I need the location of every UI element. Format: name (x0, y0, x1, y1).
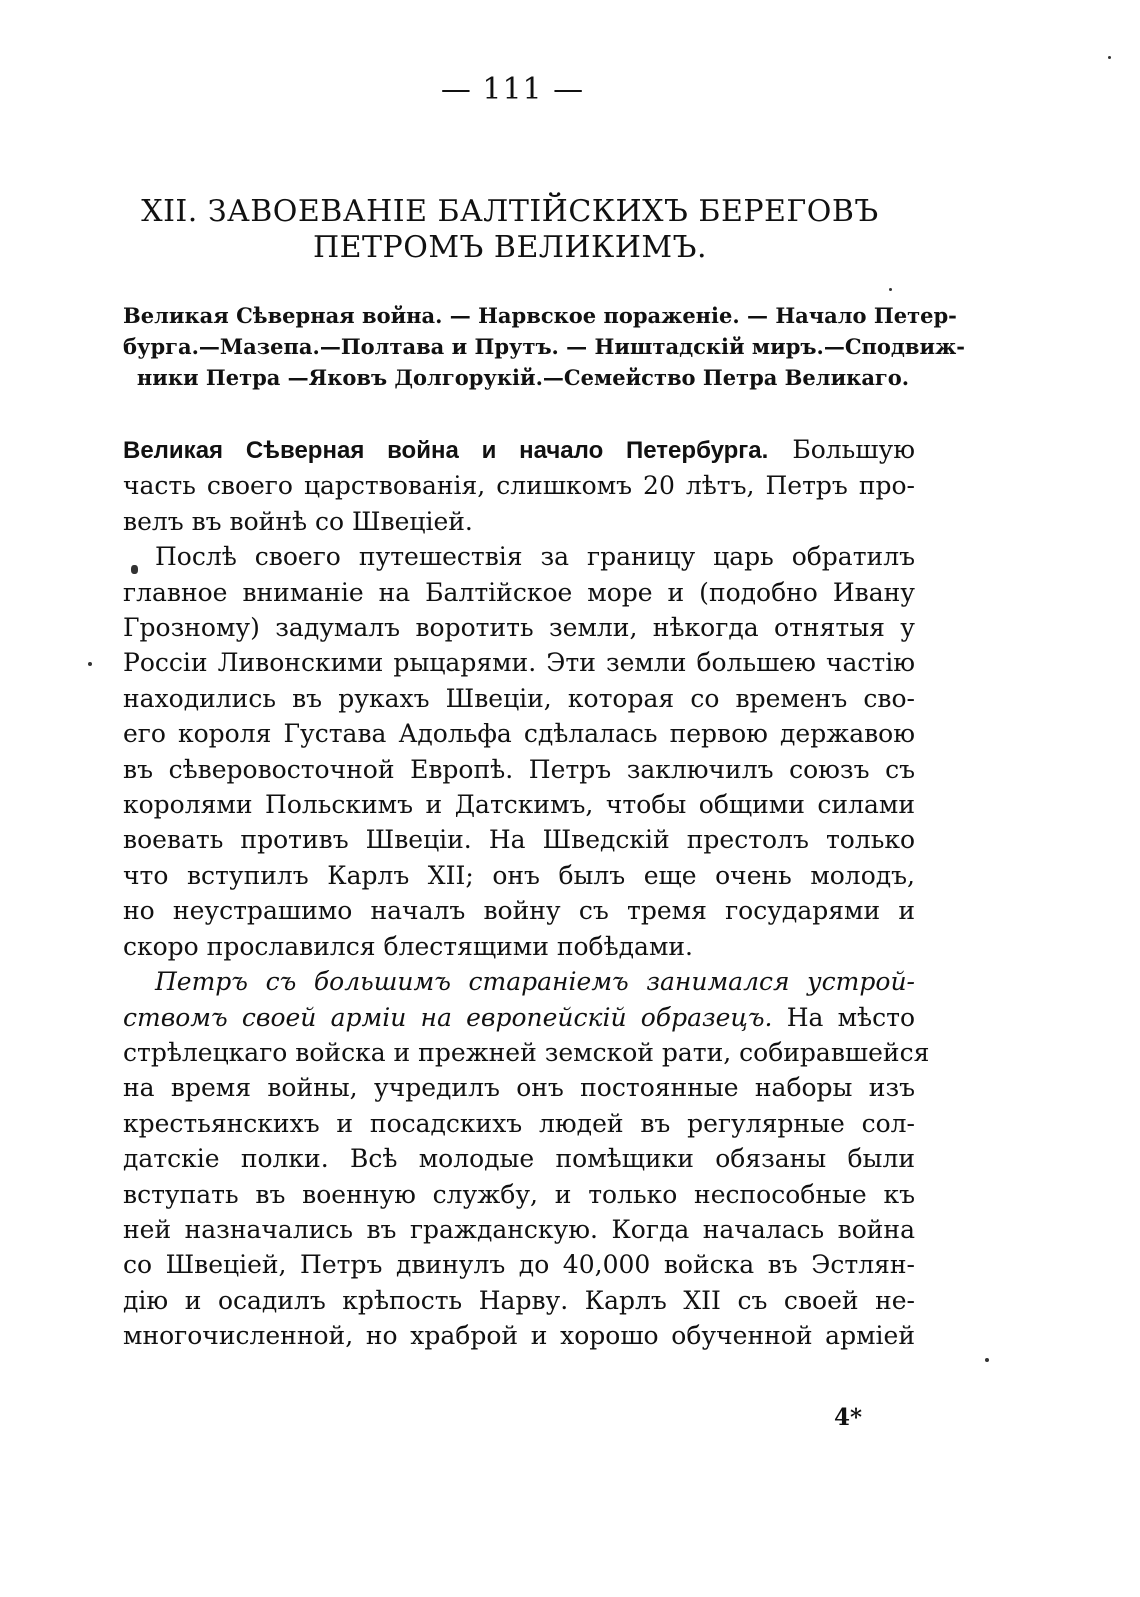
text-line: скоро прославился блестящими побѣдами. (123, 931, 694, 961)
speck-mark (889, 288, 892, 291)
text-line: Петръ съ большимъ стараніемъ занимался устрой- (155, 967, 915, 997)
text-line: ней назначались въ гражданскую. Когда началась война (123, 1214, 915, 1244)
italic-fragment: ствомъ своей арміи на европейскій образецъ. (123, 1002, 773, 1032)
section-heading: Великая Сѣверная война и начало Петербурга. (123, 437, 769, 464)
chapter-title-line-2: ПЕТРОМЪ ВЕЛИКИМЪ. (312, 230, 708, 265)
text-line: воевать противъ Швеціи. На Шведскій престолъ только (123, 825, 915, 855)
text-line: часть своего царствованія, слишкомъ 20 лѣтъ, Петръ про- (123, 471, 915, 501)
text-line: многочисленной, но храброй и хорошо обученной арміей (123, 1321, 915, 1351)
text-line: въ сѣверовосточной Европѣ. Петръ заключилъ союзъ съ (123, 754, 915, 784)
text-line: на время войны, учредилъ онъ постоянные наборы изъ (123, 1073, 915, 1103)
speck-mark (985, 1358, 989, 1362)
text-line: крестьянскихъ и посадскихъ людей въ регулярные сол- (123, 1108, 915, 1138)
text-fragment: Большую (792, 435, 915, 464)
text-line: Грозному) задумалъ воротить земли, нѣкогда отнятыя у (123, 613, 915, 643)
text-fragment: На мѣсто (786, 1002, 916, 1032)
text-line: Послѣ своего путешествія за границу царь обратилъ (155, 542, 915, 572)
text-line: главное вниманіе на Балтійское море и (подобно Ивану (123, 577, 915, 607)
speck-mark (131, 565, 138, 574)
body-text (123, 432, 930, 1354)
text-line: датскіе полки. Всѣ молодые помѣщики обязаны были (123, 1144, 915, 1174)
text-line: дію и осадилъ крѣпость Нарву. Карлъ XII съ своей не- (123, 1285, 915, 1315)
text-line: королями Польскимъ и Датскимъ, чтобы общими силами (123, 790, 915, 820)
chapter-title (140, 194, 880, 266)
text-line: со Швеціей, Петръ двинулъ до 40,000 войска въ Эстлян- (123, 1250, 915, 1280)
text-line: но неустрашимо началъ войну съ тремя государями и (123, 896, 915, 926)
chapter-title-line-1: XII. ЗАВОЕВАНІЕ БАЛТІЙСКИХЪ БЕРЕГОВЪ (141, 194, 879, 229)
text-line: его короля Густава Адольфа сдѣлалась первою державою (123, 719, 915, 749)
text-line: что вступилъ Карлъ XII; онъ былъ еще очень молодъ, (123, 860, 915, 890)
text-line: велъ въ войнѣ со Швеціей. (123, 506, 473, 536)
printer-signature: 4* (834, 1404, 863, 1431)
summary-line: ники Петра —Яковъ Долгорукій.—Семейство Петра Великаго. (136, 365, 910, 390)
text-line: Россіи Ливонскими рыцарями. Эти земли большею частію (123, 648, 915, 678)
speck-mark (88, 662, 92, 666)
text-line: стрѣлецкаго войска и прежней земской рати, собиравшейся (123, 1037, 930, 1067)
chapter-summary (123, 300, 966, 393)
speck-mark (1108, 56, 1111, 59)
text-line: находились въ рукахъ Швеціи, которая со временъ сво- (123, 683, 915, 713)
page-number: — 111 — (440, 72, 585, 107)
summary-line: Великая Сѣверная война. — Нарвское пораженіе. — Начало Петер- (123, 303, 957, 328)
text-line (123, 432, 915, 468)
text-line: вступать въ военную службу, и только неспособные къ (123, 1179, 915, 1209)
summary-line: бурга.—Мазепа.—Полтава и Прутъ. — Ништадскій миръ.—Сподвиж- (123, 334, 966, 359)
text-line (123, 1000, 915, 1035)
